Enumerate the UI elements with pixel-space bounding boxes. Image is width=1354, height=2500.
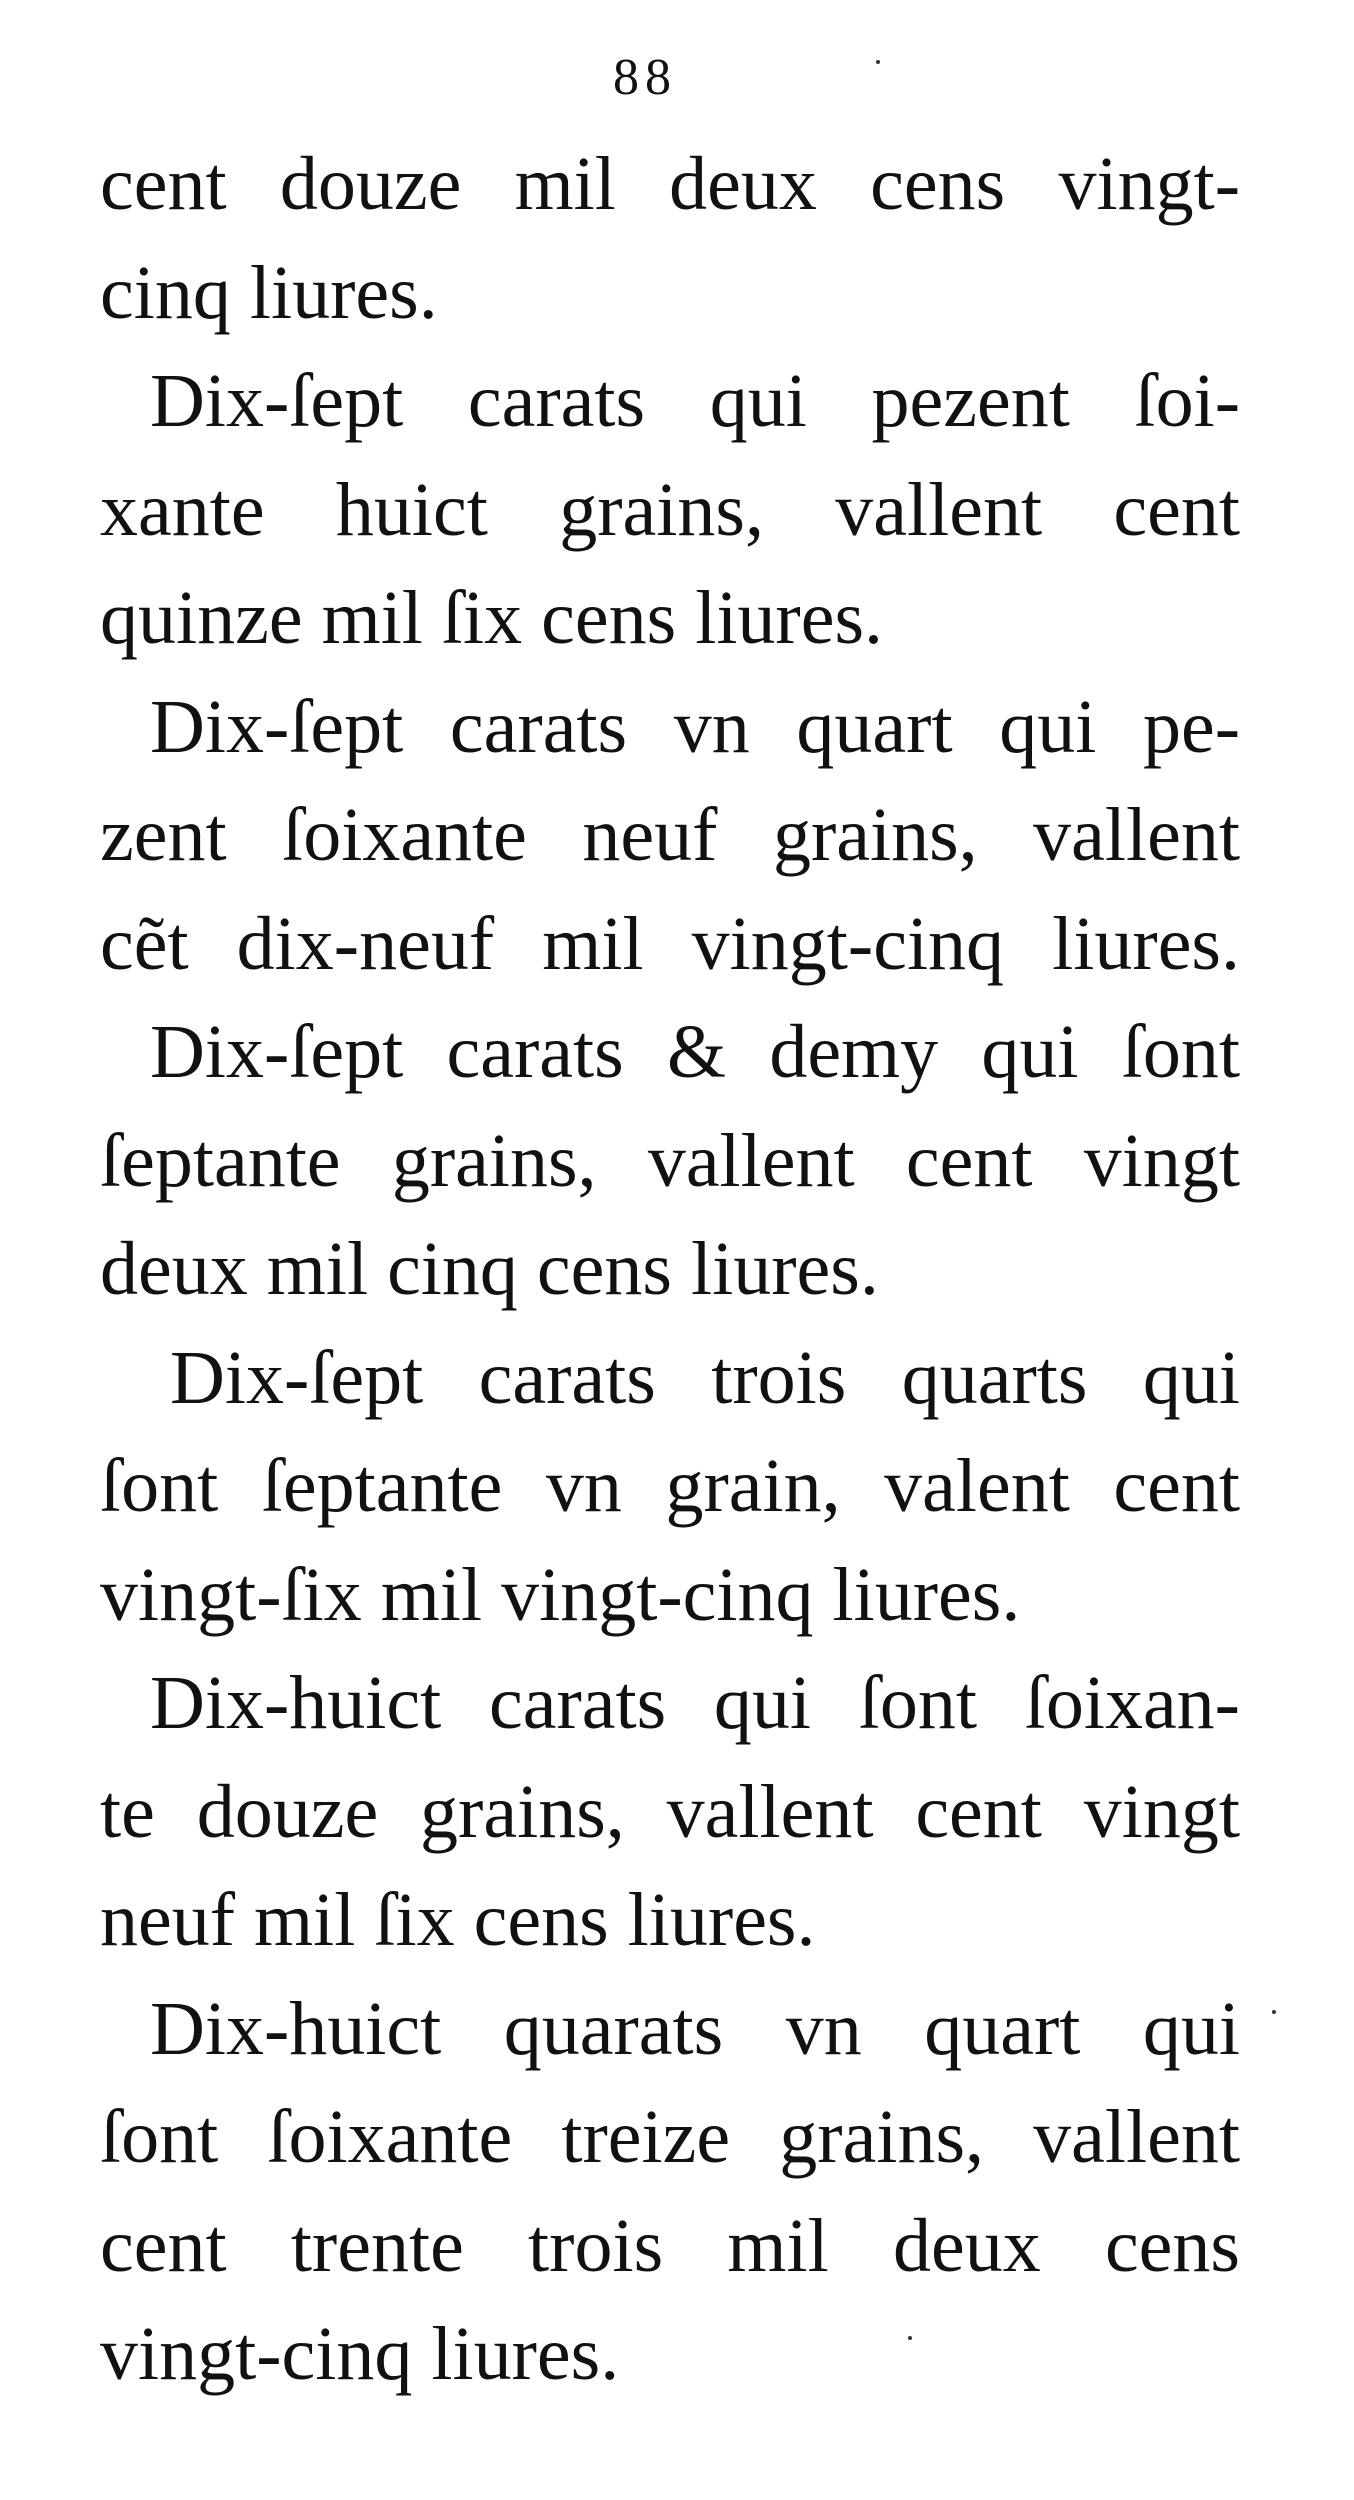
text-line: cinq liures. [100,250,438,335]
text-line: Dix-ſept carats qui pezent ſoi- [150,359,1240,443]
text-line: quinze mil ſix cens liures. [100,576,884,660]
text-line: Dix-ſept carats & demy qui ſont [150,1010,1240,1094]
scan-speck [1272,2010,1276,2014]
page-number: 88 [613,49,677,106]
text-line: cent trente trois mil deux cens [100,2203,1240,2288]
text-line: cẽt dix-neuf mil vingt-cinq liures. [100,901,1240,986]
text-line: cent douze mil deux cens vingt- [100,142,1240,226]
text-line: Dix-huict quarats vn quart qui [150,1986,1240,2071]
text-line: Dix-ſept carats vn quart qui pe- [150,684,1240,769]
text-line: ſont ſeptante vn grain, valent cent [100,1444,1240,1528]
text-line: Dix-ſept carats trois quarts qui [170,1335,1240,1420]
page-body-text [100,130,1240,2409]
text-line: Dix-huict carats qui ſont ſoixan- [150,1661,1240,1745]
text-line: vingt-cinq liures. [100,2312,620,2396]
text-line: xante huict grains, vallent cent [100,467,1240,552]
text-line: zent ſoixante neuf grains, vallent [100,793,1240,877]
text-line: neuf mil ſix cens liures. [100,1878,816,1962]
scan-speck [876,60,880,64]
text-line: vingt-ſix mil vingt-cinq liures. [100,1552,1021,1637]
text-line: te douze grains, vallent cent vingt [100,1769,1240,1854]
scan-speck [908,2336,912,2340]
text-line: deux mil cinq cens liures. [100,1227,879,1311]
text-line: ſeptante grains, vallent cent vingt [100,1118,1240,1203]
text-line: ſont ſoixante treize grains, vallent [100,2095,1240,2179]
